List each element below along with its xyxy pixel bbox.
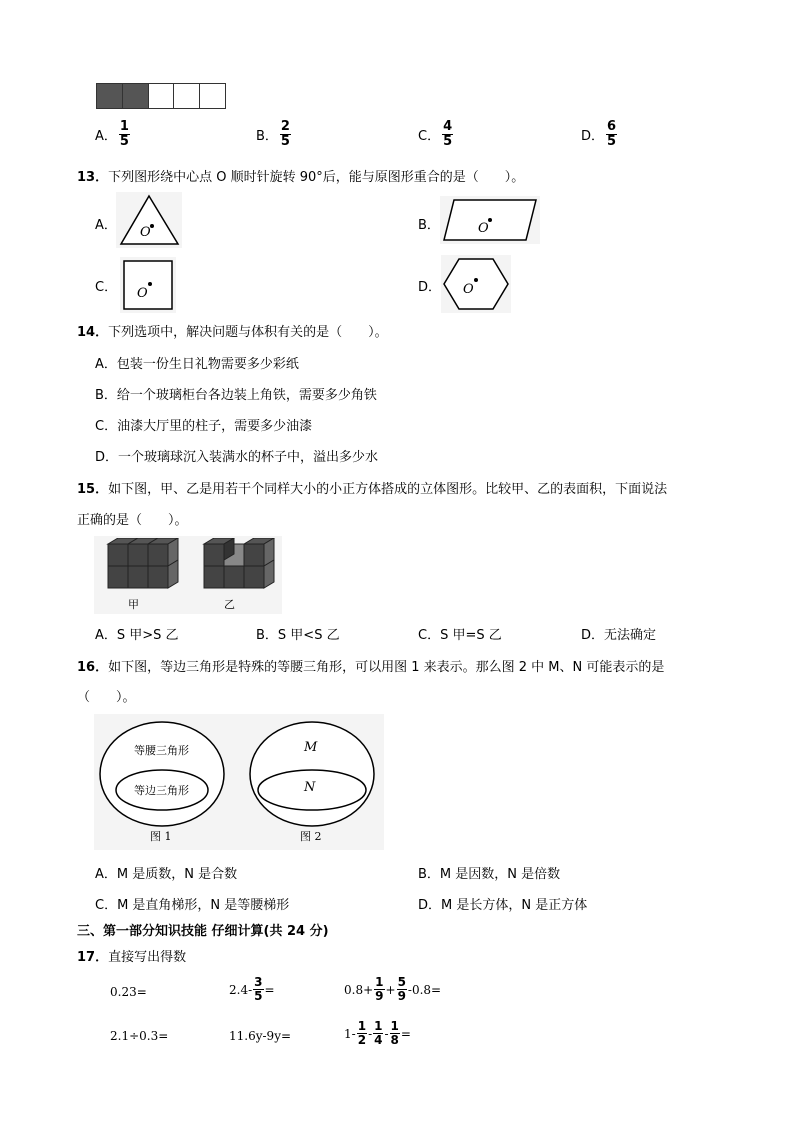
q16-option-a[interactable]: A．M 是质数，N 是合数 [95, 867, 238, 882]
parallelogram-figure[interactable] [440, 196, 540, 244]
fig1-inner-label: 等边三角形 [134, 784, 189, 797]
venn-figures [94, 714, 384, 850]
q14-option-a[interactable]: A．包装一份生日礼物需要多少彩纸 [95, 357, 299, 372]
q13-option-d-label[interactable]: D． [418, 280, 442, 295]
q15-stem-line1: 15．如下图，甲、乙是用若干个同样大小的小正方体搭成的立体图形。比较甲、乙的表面积，下面说法 [77, 482, 668, 497]
q15-option-a[interactable]: A．S 甲>S 乙 [95, 628, 179, 643]
center-label: O [140, 225, 151, 240]
bar-cell-shaded [123, 84, 149, 108]
fig2-outer-label: M [304, 740, 318, 755]
bar-cell-shaded [97, 84, 123, 108]
q12-option-d[interactable]: D． $\frac{6}{5}$ [581, 119, 617, 149]
center-label: O [463, 282, 474, 297]
q13-stem: 13．下列图形绕中心点 O 顺时针旋转 90°后，能与原图形重合的是（ ）。 [77, 170, 525, 185]
q14-option-d[interactable]: D．一个玻璃球沉入装满水的杯子中，溢出多少水 [95, 450, 379, 465]
section-title: 三、第一部分知识技能 仔细计算(共 24 分) [77, 924, 329, 939]
expr-r1-2: 2.4- $\frac{3}{5}$ = [229, 975, 275, 1003]
center-label: O [478, 221, 489, 236]
expr-r2-3: 1- 1 2 - 1 4 - $\frac{1}{8}$ = [344, 1019, 411, 1047]
cube-figure-jia [98, 538, 188, 600]
fig2-inner-label: N [304, 780, 316, 795]
q15-option-c[interactable]: C．S 甲=S 乙 [418, 628, 502, 643]
fraction: $\frac{2}{5}$ [280, 119, 290, 149]
fraction-bar [96, 83, 226, 109]
cube-figure-yi [194, 538, 284, 600]
expr-r1-1: 0.23= [110, 985, 147, 999]
bar-cell [174, 84, 200, 108]
fraction: $\frac{4}{5}$ [443, 119, 453, 149]
q16-option-d[interactable]: D．M 是长方体，N 是正方体 [418, 898, 588, 913]
q12-option-a[interactable]: A． $\frac{1}{5}$ [95, 119, 129, 149]
square-figure[interactable] [120, 257, 176, 313]
fig2-caption: 图 2 [300, 830, 322, 843]
label-jia: 甲 [128, 598, 139, 611]
q16-stem-line1: 16．如下图，等边三角形是特殊的等腰三角形，可以用图 1 来表示。那么图 2 中 M、N 可能表示的是 [77, 660, 665, 675]
fraction: $\frac{6}{5}$ [607, 119, 617, 149]
q14-option-c[interactable]: C．油漆大厅里的柱子，需要多少油漆 [95, 419, 313, 434]
fraction: $\frac{1}{5}$ [119, 119, 129, 149]
q15-option-d[interactable]: D．无法确定 [581, 628, 657, 643]
q14-stem: 14．下列选项中，解决问题与体积有关的是（ ）。 [77, 325, 388, 340]
expr-r2-1: 2.1÷0.3= [110, 1029, 169, 1043]
q14-option-b[interactable]: B．给一个玻璃柜台各边装上角铁，需要多少角铁 [95, 388, 377, 403]
q17-stem: 17．直接写出得数 [77, 950, 187, 965]
q13-option-c-label[interactable]: C． [95, 280, 118, 295]
label-yi: 乙 [224, 598, 235, 611]
center-label: O [137, 286, 148, 301]
fig1-caption: 图 1 [150, 830, 172, 843]
q16-option-c[interactable]: C．M 是直角梯形，N 是等腰梯形 [95, 898, 290, 913]
triangle-figure[interactable] [116, 192, 182, 248]
bar-cell [149, 84, 175, 108]
q16-stem-line2: （ ）。 [77, 690, 136, 705]
q12-option-c[interactable]: C． $\frac{4}{5}$ [418, 119, 453, 149]
expr-r1-3: 0.8+ $\frac{1}{9}$ + $\frac{5}{9}$ -0.8= [344, 975, 442, 1003]
q12-option-b[interactable]: B． $\frac{2}{5}$ [256, 119, 290, 149]
q13-option-a-label[interactable]: A． [95, 218, 117, 233]
q15-stem-line2: 正确的是（ ）。 [77, 513, 188, 528]
expr-r2-2: 11.6y-9y= [229, 1029, 292, 1043]
q16-option-b[interactable]: B．M 是因数，N 是倍数 [418, 867, 561, 882]
q13-option-b-label[interactable]: B． [418, 218, 440, 233]
q15-option-b[interactable]: B．S 甲<S 乙 [256, 628, 340, 643]
hexagon-figure[interactable] [441, 255, 511, 313]
fig1-outer-label: 等腰三角形 [134, 744, 189, 757]
cube-figures [94, 536, 282, 614]
bar-cell [200, 84, 225, 108]
